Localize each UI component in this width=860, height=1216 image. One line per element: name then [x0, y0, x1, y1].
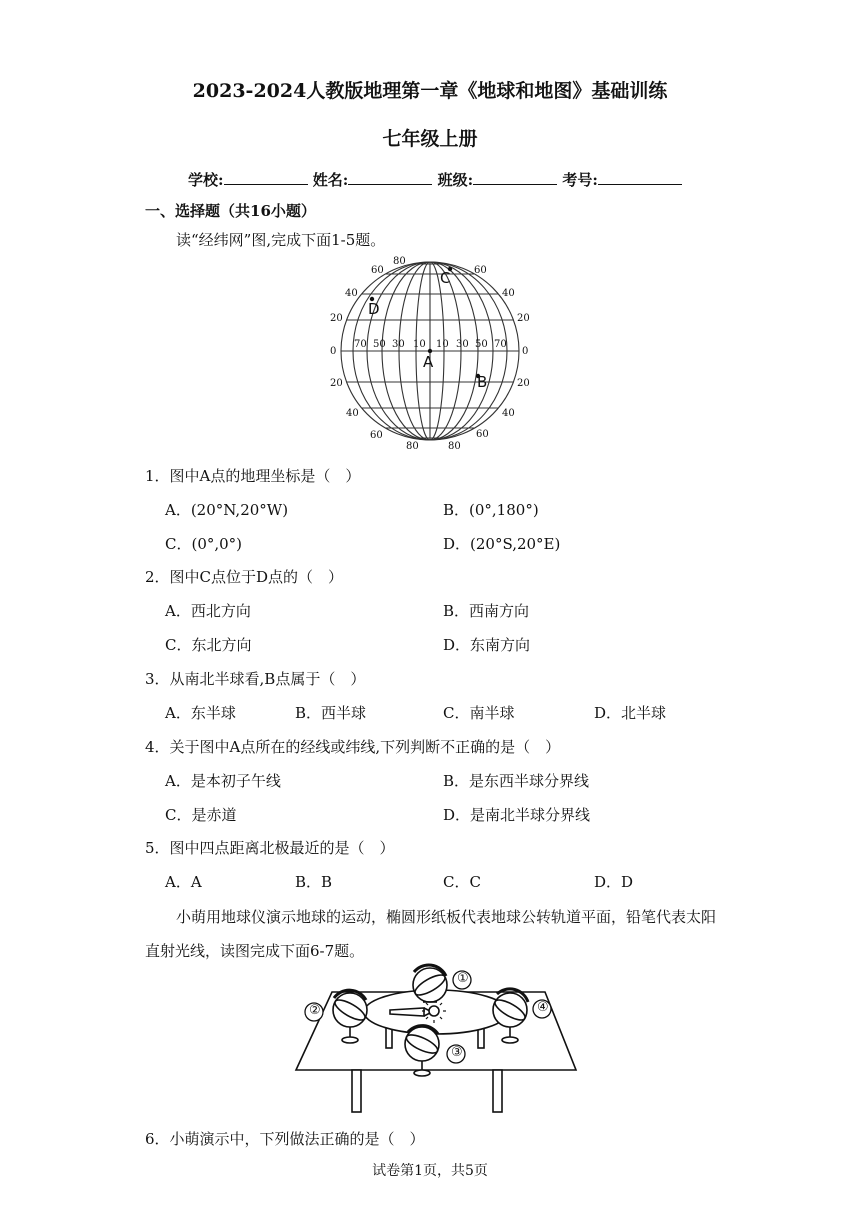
question-6-stem: 6．小萌演示中，下列做法正确的是（ ）	[145, 1130, 425, 1148]
lon-label-10e: 10	[436, 339, 449, 350]
lon-label-50w: 50	[373, 339, 386, 350]
question-5-option-a[interactable]: A．A	[165, 873, 202, 891]
question-1-option-c[interactable]: C．(0°,0°)	[165, 535, 243, 553]
lat-label-n40: 40	[345, 288, 358, 299]
question-2-stem: 2．图中C点位于D点的（ ）	[145, 568, 344, 586]
section-intro-2-line-1: 小萌用地球仪演示地球的运动，椭圆形纸板代表地球公转轨道平面，铅笔代表太阳	[176, 908, 717, 926]
earth-orbit-demo-figure	[290, 962, 590, 1114]
question-2-option-d[interactable]: D．东南方向	[443, 636, 531, 654]
lon-label-50e: 50	[475, 339, 488, 350]
lat-label-n60: 60	[371, 265, 384, 276]
lat-label-s60: 60	[370, 430, 383, 441]
school-label: 学校:	[188, 171, 224, 189]
class-label: 班级:	[437, 171, 474, 189]
lat-label-s80-right: 80	[448, 441, 461, 452]
question-4-option-d[interactable]: D．是南北半球分界线	[443, 806, 591, 824]
question-5-option-c[interactable]: C．C	[443, 873, 481, 891]
exam-number-blank	[598, 170, 682, 185]
position-4-label: ④	[537, 1000, 549, 1015]
question-2-option-c[interactable]: C．东北方向	[165, 636, 252, 654]
question-4-option-a[interactable]: A．是本初子午线	[165, 772, 281, 790]
question-3-option-b[interactable]: B．西半球	[295, 704, 367, 722]
point-a-label: A	[423, 353, 434, 371]
class-blank	[473, 170, 557, 185]
lat-label-s40: 40	[346, 408, 359, 419]
lat-label-s20-right: 20	[517, 378, 530, 389]
section-intro-1: 读“经纬网”图,完成下面1-5题。	[176, 231, 386, 249]
lon-label-30w: 30	[392, 339, 405, 350]
question-4-option-b[interactable]: B．是东西半球分界线	[443, 772, 590, 790]
question-4-stem: 4．关于图中A点所在的经线或纬线,下列判断不正确的是（ ）	[145, 738, 561, 756]
lat-label-n60-right: 60	[474, 265, 487, 276]
section-title: 一、选择题（共16小题）	[145, 202, 316, 220]
question-3-option-a[interactable]: A．东半球	[165, 704, 236, 722]
school-blank	[224, 170, 308, 185]
question-3-option-d[interactable]: D．北半球	[594, 704, 667, 722]
question-2-option-a[interactable]: A．西北方向	[165, 602, 251, 620]
page-title: 2023-2024人教版地理第一章《地球和地图》基础训练	[192, 80, 668, 102]
question-2-option-b[interactable]: B．西南方向	[443, 602, 530, 620]
question-1-stem: 1．图中A点的地理坐标是（ ）	[145, 467, 361, 485]
question-5-option-b[interactable]: B．B	[295, 873, 333, 891]
section-intro-2-line-2: 直射光线，读图完成下面6-7题。	[145, 942, 365, 960]
question-1-option-a[interactable]: A．(20°N,20°W)	[165, 501, 289, 519]
lon-label-30e: 30	[456, 339, 469, 350]
question-5-option-d[interactable]: D．D	[594, 873, 634, 891]
lat-label-n20: 20	[330, 313, 343, 324]
lat-label-n40-right: 40	[502, 288, 515, 299]
page-subtitle: 七年级上册	[382, 128, 478, 150]
student-info-line	[188, 169, 682, 190]
lon-label-10w: 10	[413, 339, 426, 350]
question-1-option-b[interactable]: B．(0°,180°)	[443, 501, 539, 519]
point-d-label: D	[368, 300, 380, 318]
position-2-label: ②	[309, 1003, 321, 1018]
lat-label-s60-right: 60	[476, 429, 489, 440]
position-3-label: ③	[451, 1045, 463, 1060]
question-5-stem: 5．图中四点距离北极最近的是（ ）	[145, 839, 395, 857]
lat-label-s40-right: 40	[502, 408, 515, 419]
lat-label-n80: 80	[393, 256, 406, 267]
lat-label-0-right: 0	[522, 346, 529, 357]
question-1-option-d[interactable]: D．(20°S,20°E)	[443, 535, 561, 553]
position-1-label: ①	[457, 971, 469, 986]
exam-number-label: 考号:	[562, 171, 598, 189]
lat-label-s80: 80	[406, 441, 419, 452]
point-c-label: C	[440, 269, 451, 287]
lat-label-s20: 20	[330, 378, 343, 389]
name-label: 姓名:	[312, 171, 349, 189]
question-3-option-c[interactable]: C．南半球	[443, 704, 515, 722]
page-footer: 试卷第1页，共5页	[372, 1163, 488, 1179]
question-4-option-c[interactable]: C．是赤道	[165, 806, 237, 824]
lon-label-70w: 70	[354, 339, 367, 350]
lon-label-70e: 70	[494, 339, 507, 350]
point-b-label: B	[477, 373, 488, 391]
lat-label-n20-right: 20	[517, 313, 530, 324]
lat-label-0: 0	[330, 346, 337, 357]
name-blank	[348, 170, 432, 185]
question-3-stem: 3．从南北半球看,B点属于（ ）	[145, 670, 366, 688]
